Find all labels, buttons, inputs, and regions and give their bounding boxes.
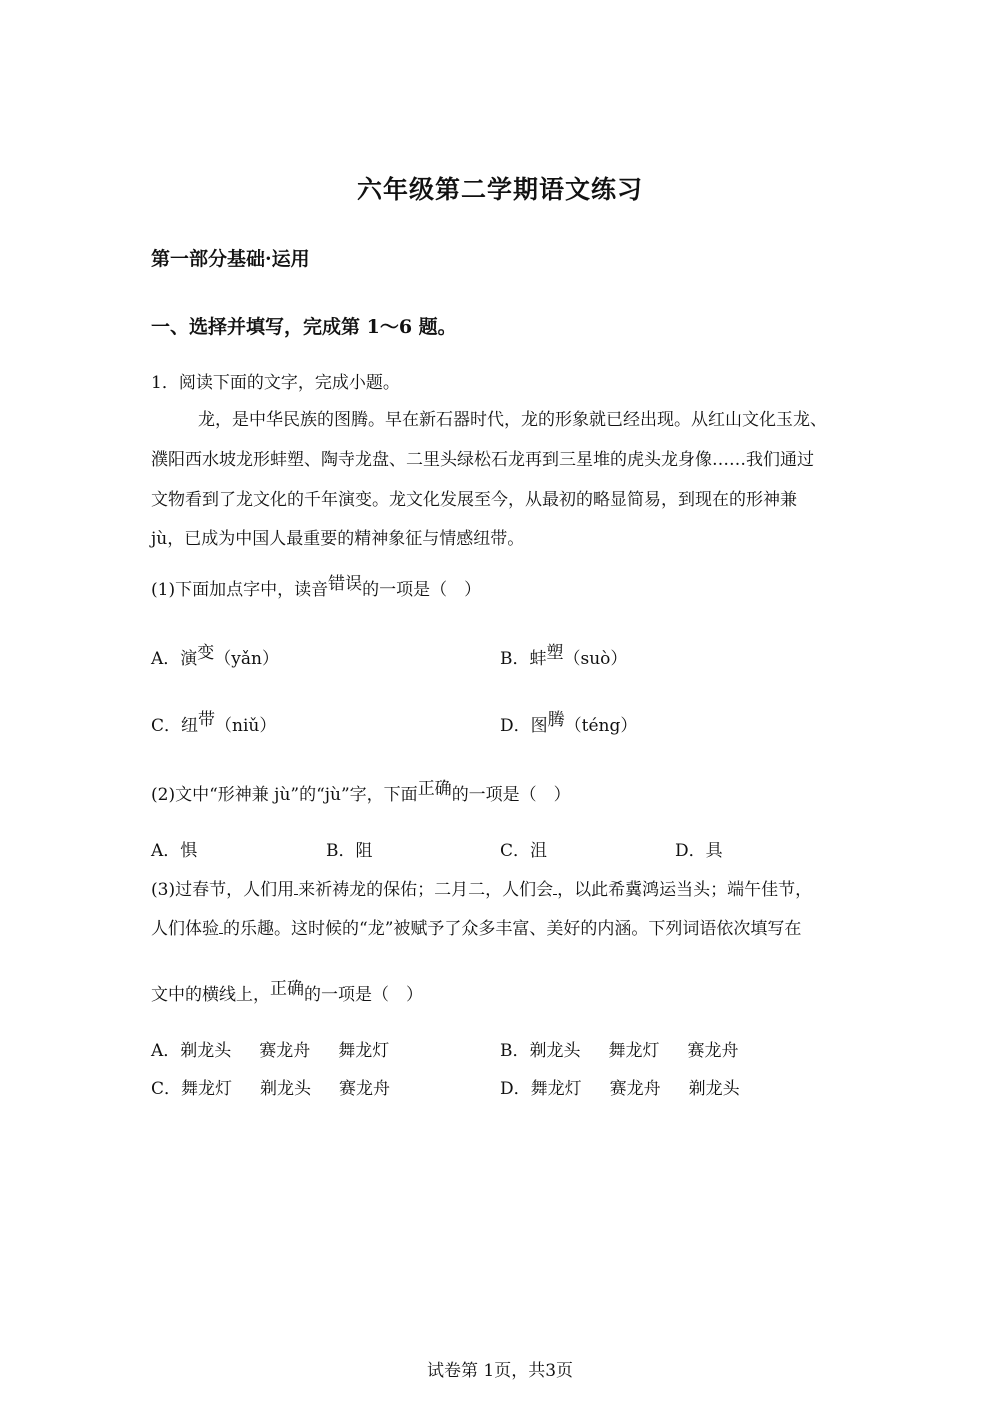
subquestion-1-pre: (1)下面加点字中，读音	[151, 580, 329, 600]
subquestion-1-post: 的一项是（ ）	[362, 580, 482, 600]
text-segment: ，以此希冀鸿运当头；端午佳节，	[557, 880, 813, 900]
option-word: B．剃龙头	[500, 1041, 581, 1061]
option-word: 赛龙舟	[259, 1041, 311, 1061]
passage-line-3: 文物看到了龙文化的千年演变。龙文化发展至今，从最初的略显简易，到现在的形神兼	[151, 490, 797, 510]
passage-line-4: jù，已成为中国人最重要的精神象征与情感纽带。	[151, 529, 525, 549]
sub2-option-b[interactable]: B．阻	[326, 841, 373, 861]
option-word: 舞龙灯	[338, 1041, 390, 1061]
option-char: 图	[530, 716, 548, 736]
sub3-option-c[interactable]	[151, 1074, 390, 1099]
passage-line-2: 濮阳西水坡龙形蚌塑、陶寺龙盘、二里头绿松石龙再到三星堆的虎头龙身像……我们通过	[151, 450, 814, 470]
option-char-raised: 腾	[547, 710, 565, 730]
section-heading: 一、选择并填写，完成第 1～6 题。	[151, 316, 457, 338]
option-char: 演	[180, 649, 198, 669]
option-label: B．	[500, 649, 530, 669]
sub1-option-d[interactable]	[500, 711, 637, 736]
passage-line-1: 龙，是中华民族的图腾。早在新石器时代，龙的形象就已经出现。从红山文化玉龙、	[198, 410, 827, 430]
subquestion-3-line-3	[151, 980, 423, 1005]
subquestion-2	[151, 780, 571, 805]
text-segment: (3)过春节，人们用	[151, 880, 295, 900]
text-segment: 文中的横线上，	[151, 985, 270, 1005]
option-pinyin: （yǎn）	[214, 649, 279, 669]
option-pinyin: （suò）	[563, 649, 628, 669]
option-char-raised: 塑	[546, 643, 564, 663]
part-heading: 第一部分基础·运用	[151, 248, 310, 270]
subquestion-3-line-2	[151, 914, 801, 939]
subquestion-2-post: 的一项是（ ）	[451, 785, 571, 805]
option-char: 纽	[181, 716, 199, 736]
page-title: 六年级第二学期语文练习	[356, 175, 643, 204]
option-word: 赛龙舟	[687, 1041, 739, 1061]
option-pinyin: （téng）	[564, 716, 638, 736]
option-word: A．剃龙头	[151, 1041, 232, 1061]
option-word: 赛龙舟	[609, 1079, 661, 1099]
subquestion-1	[151, 575, 481, 600]
option-char-raised: 带	[198, 710, 216, 730]
option-word: 剃龙头	[260, 1079, 312, 1099]
sub1-option-b[interactable]	[500, 644, 627, 669]
text-segment: 人们体验	[151, 919, 219, 939]
sub2-option-a[interactable]: A．惧	[151, 841, 198, 861]
sub1-option-c[interactable]	[151, 711, 276, 736]
subquestion-1-emphasis: 错误	[328, 574, 363, 594]
sub1-option-a[interactable]	[151, 644, 279, 669]
sub3-option-d[interactable]	[500, 1074, 740, 1099]
option-word: C．舞龙灯	[151, 1079, 233, 1099]
question-1-stem: 1．阅读下面的文字，完成小题。	[151, 373, 400, 393]
option-word: 赛龙舟	[339, 1079, 391, 1099]
option-word: 剃龙头	[688, 1079, 740, 1099]
option-word: 舞龙灯	[608, 1041, 660, 1061]
subquestion-3-line-1	[151, 875, 812, 900]
text-segment: 的乐趣。这时候的“龙”被赋予了众多丰富、美好的内涵。下列词语依次填写在	[223, 919, 802, 939]
page-footer: 试卷第 1页，共3页	[426, 1361, 574, 1381]
option-char-raised: 变	[197, 643, 215, 663]
option-label: A．	[151, 649, 181, 669]
option-pinyin: （niǔ）	[215, 716, 277, 736]
option-char: 蚌	[529, 649, 547, 669]
sub2-option-c[interactable]: C．沮	[500, 841, 548, 861]
subquestion-2-pre: (2)文中“形神兼 jù”的“jù”字，下面	[151, 785, 418, 805]
option-label: C．	[151, 716, 182, 736]
subquestion-3-emphasis: 正确	[270, 979, 304, 999]
option-label: D．	[500, 716, 531, 736]
option-word: D．舞龙灯	[500, 1079, 582, 1099]
text-segment: 来祈祷龙的保佑；二月二，人们会	[298, 880, 554, 900]
text-segment: 的一项是（ ）	[304, 985, 423, 1005]
sub2-option-d[interactable]: D．具	[675, 841, 723, 861]
subquestion-2-emphasis: 正确	[417, 779, 452, 799]
sub3-option-a[interactable]	[151, 1036, 389, 1061]
sub3-option-b[interactable]	[500, 1036, 739, 1061]
